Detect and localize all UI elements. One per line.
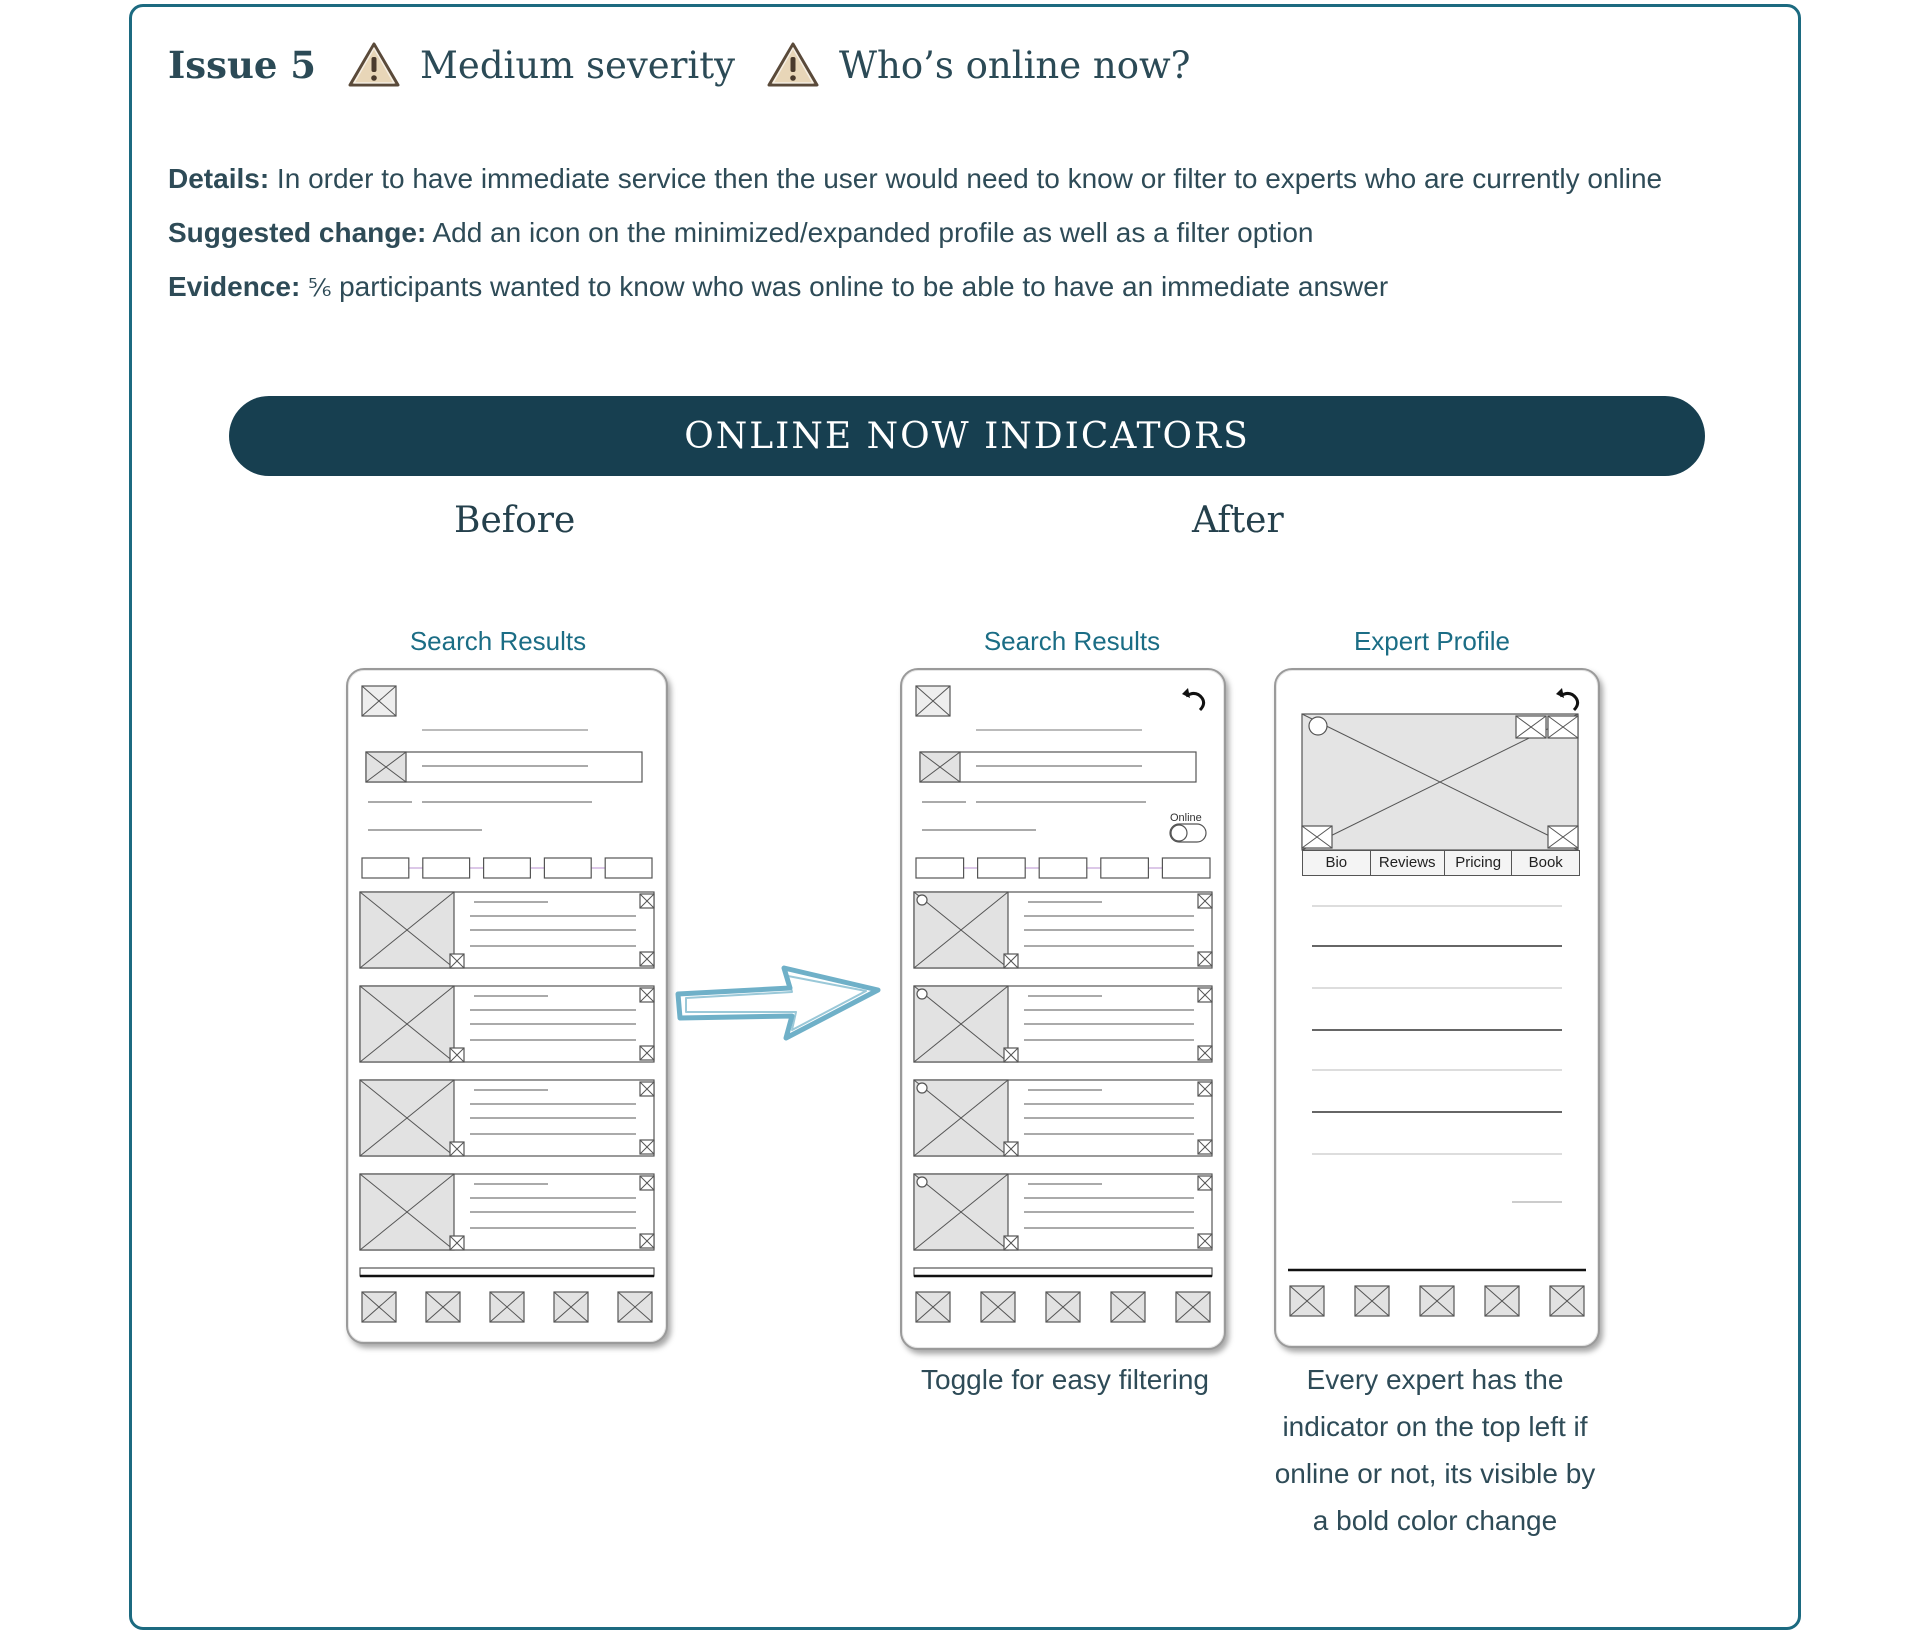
image-placeholder-icon bbox=[916, 1292, 950, 1322]
filter-chip bbox=[1101, 858, 1149, 878]
image-placeholder-icon bbox=[366, 752, 406, 782]
image-placeholder-icon bbox=[1004, 1048, 1018, 1062]
image-placeholder-icon bbox=[554, 1292, 588, 1322]
online-indicator-dot bbox=[917, 1177, 927, 1187]
filter-chip bbox=[1162, 858, 1210, 878]
warning-icon bbox=[346, 40, 402, 90]
image-placeholder-icon bbox=[1420, 1286, 1454, 1316]
section-banner bbox=[229, 396, 1705, 476]
image-placeholder-icon bbox=[360, 986, 454, 1062]
image-placeholder-icon bbox=[362, 686, 396, 716]
online-indicator-dot bbox=[917, 895, 927, 905]
image-placeholder-icon bbox=[1176, 1292, 1210, 1322]
back-arrow-icon bbox=[1556, 688, 1564, 698]
issue-header bbox=[168, 30, 1191, 100]
image-placeholder-icon bbox=[360, 1080, 454, 1156]
image-placeholder-icon bbox=[450, 1236, 464, 1250]
image-placeholder-icon bbox=[362, 1292, 396, 1322]
details-row bbox=[168, 152, 1662, 206]
online-toggle-knob bbox=[1171, 825, 1187, 841]
image-placeholder-icon bbox=[916, 686, 950, 716]
suggested-change-text: Add an icon on the minimized/expanded profile as well as a filter option bbox=[426, 217, 1314, 248]
online-indicator-dot bbox=[917, 989, 927, 999]
image-placeholder-icon bbox=[914, 986, 1008, 1062]
image-placeholder-icon bbox=[618, 1292, 652, 1322]
profile-caption: Every expert has the indicator on the top left if online or not, its visible by a bold color change bbox=[1274, 1364, 1596, 1536]
after-wireframe-drawing bbox=[902, 670, 1224, 1348]
search-bar bbox=[920, 752, 1196, 782]
tab-bio[interactable]: Bio bbox=[1303, 851, 1371, 875]
image-placeholder-icon bbox=[1485, 1286, 1519, 1316]
suggested-change-label: Suggested change: bbox=[168, 217, 427, 248]
image-placeholder-icon bbox=[426, 1292, 460, 1322]
before-screen-label: Search Results bbox=[409, 626, 587, 656]
issue-title: Who’s online now? bbox=[839, 43, 1191, 87]
image-placeholder-icon bbox=[640, 1176, 654, 1190]
image-placeholder-icon bbox=[640, 894, 654, 908]
suggested-change-row bbox=[168, 206, 1662, 260]
before-wireframe-drawing bbox=[348, 670, 666, 1342]
online-indicator-dot bbox=[917, 1083, 927, 1093]
details-label: Details: bbox=[168, 163, 270, 194]
issue-details bbox=[168, 152, 1662, 315]
evidence-label: Evidence: bbox=[168, 271, 301, 302]
image-placeholder-icon bbox=[1548, 826, 1578, 848]
image-placeholder-icon bbox=[920, 752, 960, 782]
image-placeholder-icon bbox=[1004, 954, 1018, 968]
image-placeholder-icon bbox=[914, 892, 1008, 968]
image-placeholder-icon bbox=[450, 954, 464, 968]
image-placeholder-icon bbox=[1290, 1286, 1324, 1316]
image-placeholder-icon bbox=[1198, 1046, 1212, 1060]
image-placeholder-icon bbox=[1550, 1286, 1584, 1316]
image-placeholder-icon bbox=[1198, 1140, 1212, 1154]
image-placeholder-icon bbox=[1198, 1234, 1212, 1248]
toggle-caption: Toggle for easy filtering bbox=[921, 1364, 1209, 1395]
image-placeholder-icon bbox=[1198, 952, 1212, 966]
image-placeholder-icon bbox=[1198, 894, 1212, 908]
before-heading: Before bbox=[454, 500, 576, 541]
image-placeholder-icon bbox=[640, 1234, 654, 1248]
back-arrow-icon bbox=[1182, 688, 1190, 698]
after-search-results-wireframe bbox=[900, 668, 1226, 1350]
filter-chip bbox=[484, 858, 531, 878]
image-placeholder-icon bbox=[914, 1080, 1008, 1156]
image-placeholder-icon bbox=[450, 1048, 464, 1062]
image-placeholder-icon bbox=[1198, 1176, 1212, 1190]
online-indicator-dot bbox=[1309, 717, 1327, 735]
image-placeholder-icon bbox=[1548, 716, 1578, 738]
evidence-text: participants wanted to know who was online to be able to have an immediate answer bbox=[331, 271, 1389, 302]
tab-book[interactable]: Book bbox=[1528, 854, 1563, 871]
warning-icon bbox=[765, 40, 821, 90]
filter-chip bbox=[423, 858, 470, 878]
image-placeholder-icon bbox=[490, 1292, 524, 1322]
image-placeholder-icon bbox=[981, 1292, 1015, 1322]
evidence-fraction: ⁵⁄₆ bbox=[308, 274, 332, 302]
filter-chip bbox=[362, 858, 409, 878]
image-placeholder-icon bbox=[640, 1046, 654, 1060]
image-placeholder-icon bbox=[640, 952, 654, 966]
image-placeholder-icon bbox=[1355, 1286, 1389, 1316]
image-placeholder-icon bbox=[1198, 1082, 1212, 1096]
banner-title: ONLINE NOW INDICATORS bbox=[684, 415, 1250, 457]
image-placeholder-icon bbox=[914, 1174, 1008, 1250]
tab-pricing[interactable]: Pricing bbox=[1445, 851, 1513, 875]
evidence-row bbox=[168, 260, 1662, 315]
after-heading: After bbox=[1192, 500, 1284, 541]
online-toggle-label: Online bbox=[1170, 812, 1202, 824]
image-placeholder-icon bbox=[640, 1140, 654, 1154]
profile-wireframe-drawing bbox=[1276, 670, 1598, 1346]
expert-profile-wireframe bbox=[1274, 668, 1600, 1348]
right-arrow-icon bbox=[672, 960, 882, 1044]
image-placeholder-icon bbox=[1046, 1292, 1080, 1322]
search-bar bbox=[366, 752, 642, 782]
after-screen-label: Search Results bbox=[983, 626, 1161, 656]
filter-chip bbox=[544, 858, 591, 878]
image-placeholder-icon bbox=[1111, 1292, 1145, 1322]
profile-screen-label: Expert Profile bbox=[1353, 626, 1511, 656]
image-placeholder-icon bbox=[640, 1082, 654, 1096]
tab-reviews[interactable]: Reviews bbox=[1371, 851, 1445, 875]
before-search-results-wireframe bbox=[346, 668, 668, 1344]
filter-chip bbox=[978, 858, 1026, 878]
issue-number: Issue 5 bbox=[168, 43, 317, 87]
profile-tab-bar bbox=[1302, 850, 1580, 876]
image-placeholder-icon bbox=[1004, 1142, 1018, 1156]
filter-chip bbox=[1039, 858, 1087, 878]
image-placeholder-icon bbox=[1004, 1236, 1018, 1250]
image-placeholder-icon bbox=[1516, 716, 1546, 738]
image-placeholder-icon bbox=[360, 892, 454, 968]
severity-label: Medium severity bbox=[420, 43, 735, 87]
image-placeholder-icon bbox=[360, 1174, 454, 1250]
image-placeholder-icon bbox=[450, 1142, 464, 1156]
image-placeholder-icon bbox=[1198, 988, 1212, 1002]
filter-chip bbox=[916, 858, 964, 878]
image-placeholder-icon bbox=[1302, 826, 1332, 848]
filter-chip bbox=[605, 858, 652, 878]
image-placeholder-icon bbox=[640, 988, 654, 1002]
details-text: In order to have immediate service then the user would need to know or filter to experts who are currently online bbox=[269, 163, 1663, 194]
